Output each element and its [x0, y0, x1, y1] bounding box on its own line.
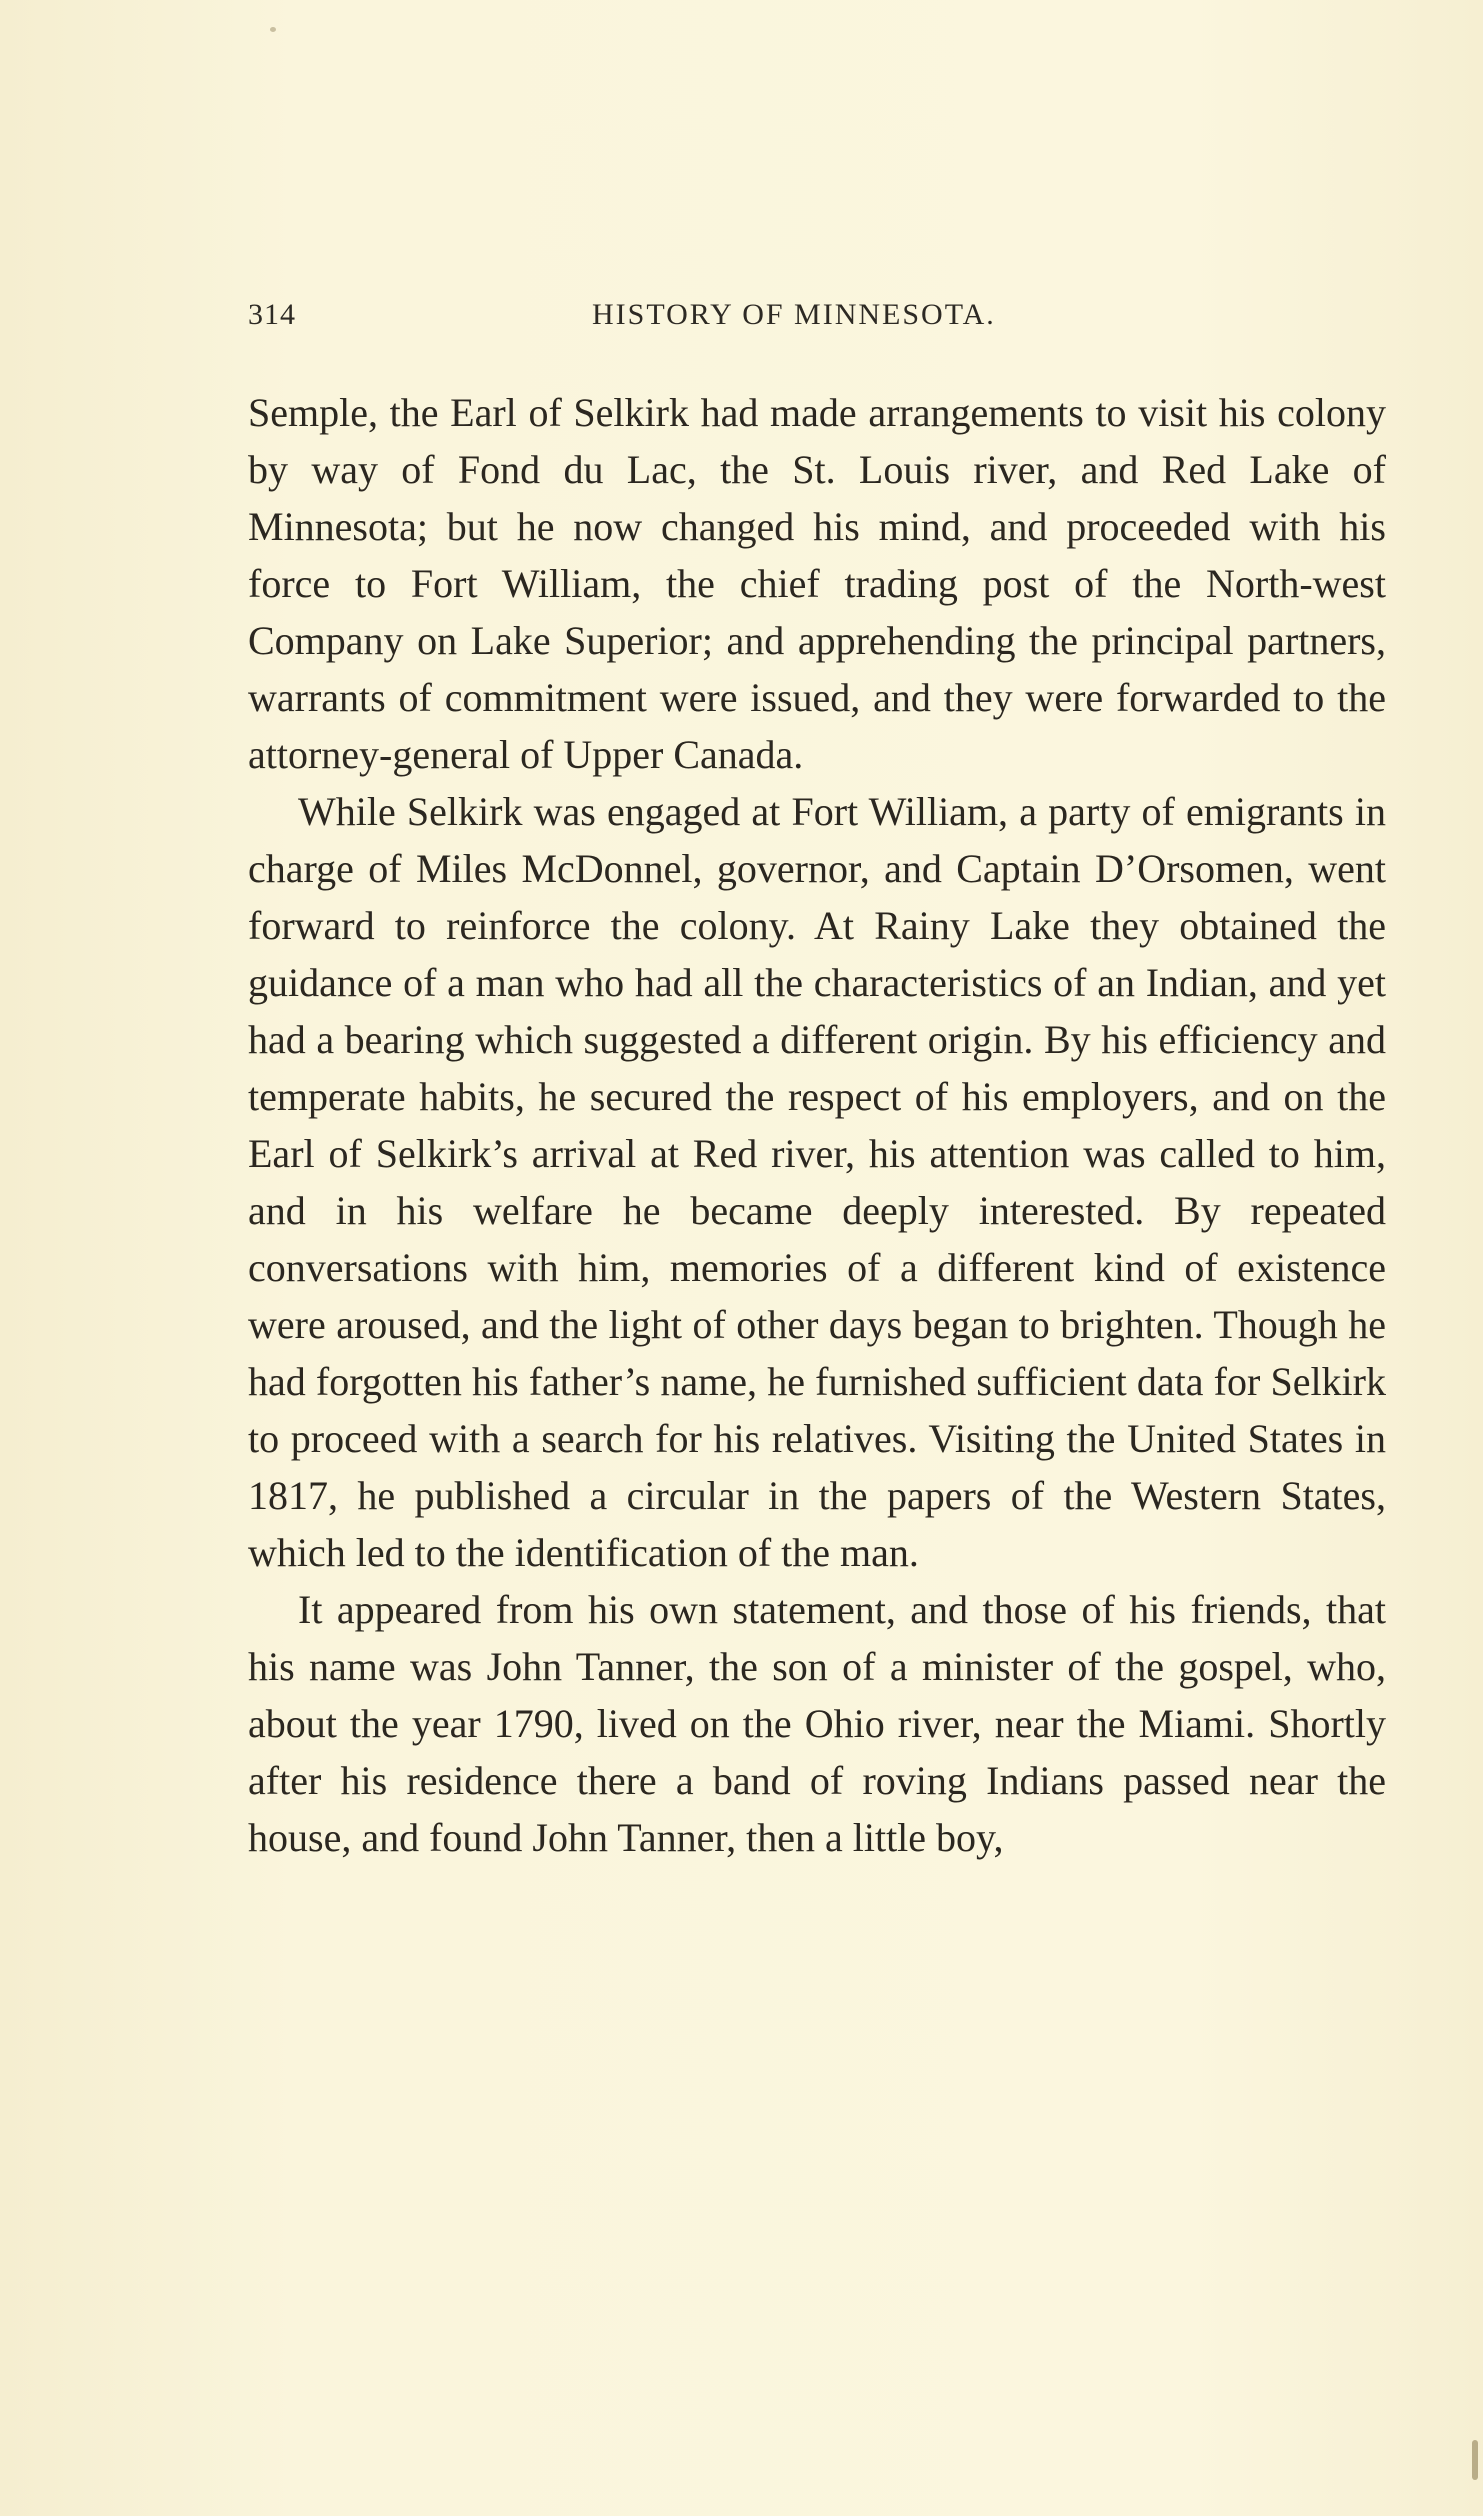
ink-speck [270, 27, 276, 32]
running-title: HISTORY OF MINNESOTA. [592, 298, 996, 331]
page-edge-mark [1472, 2440, 1478, 2480]
page-number: 314 [248, 298, 296, 331]
paragraph-john-tanner: It appeared from his own statement, and those of his friends, that his name was John Tanner, the son of a minister of the gospel, who, about the year 1790, lived on the Ohio river, near the Miami. Shortly after his residence there a band of roving Indians passed near the house, and found John Tanner, then a little boy, [248, 1587, 1386, 1860]
body-text [248, 384, 1386, 1866]
paragraph-continuation: Semple, the Earl of Selkirk had made arrangements to visit his colony by way of Fond du Lac, the St. Louis river, and Red Lake of Minnesota; but he now changed his mind, and proceeded with his force to Fort William, the chief trading post of the North-west Company on Lake Superior; and apprehending the principal partners, warrants of commitment were issued, and they were forwarded to the attorney-general of Upper Canada. [248, 390, 1386, 777]
paragraph-selkirk-emigrants: While Selkirk was engaged at Fort William, a party of emigrants in charge of Miles McDonnel, governor, and Captain D’Orsomen, went forward to reinforce the colony. At Rainy Lake they obtained the guidance of a man who had all the characteristics of an Indian, and yet had a bearing which suggested a different origin. By his efficiency and temperate habits, he secured the respect of his employers, and on the Earl of Selkirk’s arrival at Red river, his attention was called to him, and in his welfare he became deeply interested. By repeated conversations with him, memories of a different kind of existence were aroused, and the light of other days began to brighten. Though he had forgotten his father’s name, he furnished sufficient data for Selkirk to proceed with a search for his relatives. Visiting the United States in 1817, he published a circular in the papers of the Western States, which led to the identification of the man. [248, 789, 1386, 1575]
running-head [248, 298, 1386, 342]
